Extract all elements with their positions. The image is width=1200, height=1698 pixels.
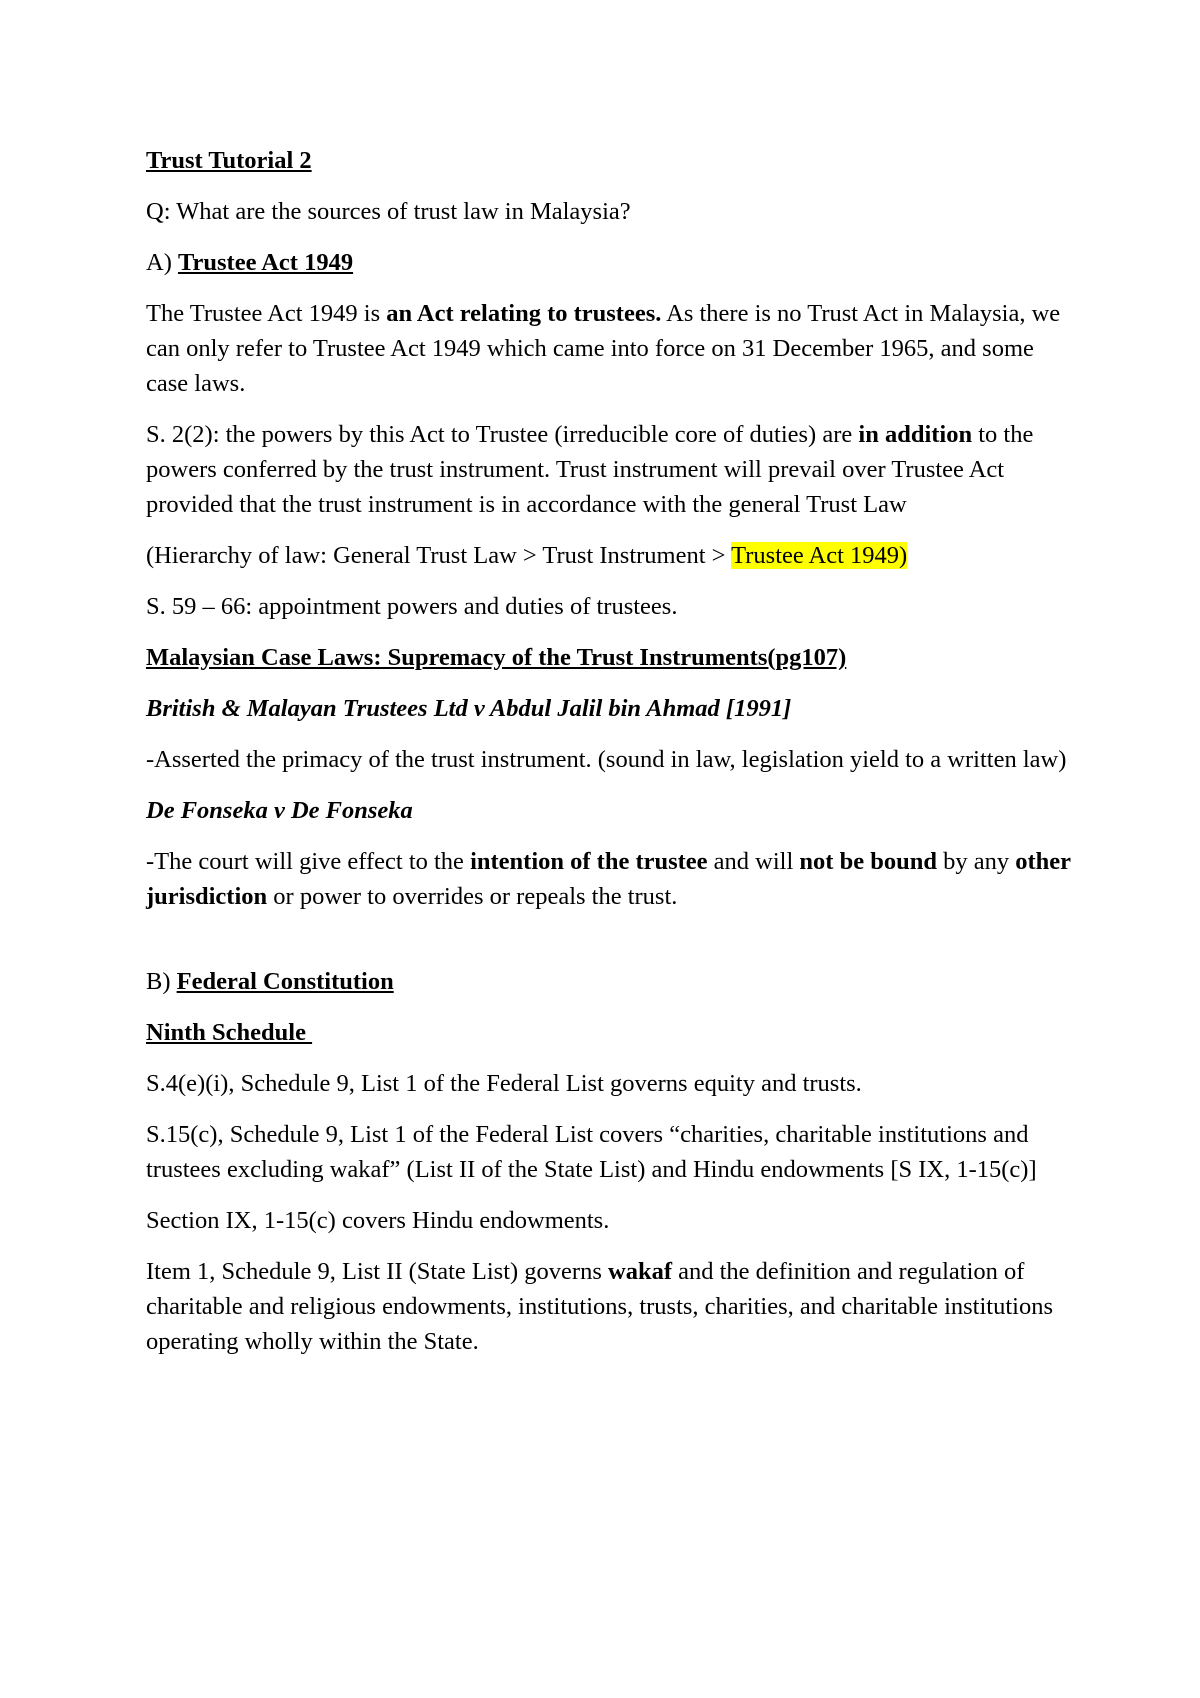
- section-2-2-paragraph: [146, 417, 1076, 522]
- section-ix-paragraph: Section IX, 1-15(c) covers Hindu endowments.: [146, 1207, 610, 1234]
- case-laws-heading: [146, 640, 1076, 675]
- case-laws-heading-text: Malaysian Case Laws: Supremacy of the Trust Instruments(pg107): [146, 644, 847, 671]
- para2-text-1: S. 2(2): the powers by this Act to Trustee (irreducible core of duties) are: [146, 421, 859, 448]
- case-1-name: [146, 691, 1076, 726]
- case2-text-4: or power to overrides or repeals the trust.: [267, 883, 678, 910]
- para1-bold-1: an Act relating to trustees.: [386, 300, 662, 327]
- case2-text-1: -The court will give effect to the: [146, 848, 471, 875]
- s4e-paragraph: S.4(e)(i), Schedule 9, List 1 of the Federal List governs equity and trusts.: [146, 1070, 862, 1097]
- hierarchy-paragraph: [146, 538, 1076, 573]
- trustee-act-paragraph: [146, 296, 1076, 401]
- case2-text-2: and will: [707, 848, 800, 875]
- section-a-heading: [146, 245, 1076, 280]
- title-text: Trust Tutorial 2: [146, 147, 312, 174]
- item1-bold-1: wakaf: [608, 1258, 672, 1285]
- s15c-paragraph: S.15(c), Schedule 9, List 1 of the Federal List covers “charities, charitable institutions and trustees excluding wakaf” (List II of the State List) and Hindu endowments [S IX, 1-15(c)]: [146, 1121, 1037, 1183]
- case-1-text: -Asserted the primacy of the trust instrument. (sound in law, legislation yield to a written law): [146, 746, 1067, 773]
- case-2-name: [146, 793, 1076, 828]
- case2-bold-1: intention of the trustee: [470, 848, 708, 875]
- section-b-prefix: B): [146, 968, 177, 995]
- ninth-schedule-heading: [146, 1015, 1076, 1050]
- para2-bold-1: in addition: [858, 421, 973, 448]
- section-b-title: Federal Constitution: [176, 968, 394, 995]
- item1-text-2: and the definition and regulation of charitable and religious endowments, institutions, trusts, charities, and charitable institutions operating wholly within the State.: [146, 1258, 1054, 1355]
- document-page: [146, 143, 1076, 1375]
- case-2-text: [146, 844, 1076, 914]
- section-b-heading: [146, 964, 1076, 999]
- document-title: [146, 143, 1076, 178]
- case2-text-3: by any: [936, 848, 1016, 875]
- question: Q: What are the sources of trust law in Malaysia?: [146, 198, 631, 225]
- para1-text-1: The Trustee Act 1949 is: [146, 300, 387, 327]
- hierarchy-highlight: Trustee Act 1949): [731, 542, 908, 569]
- para1-text-2: As there is no Trust Act in Malaysia, we can only refer to Trustee Act 1949 which came into force on 31 December 1965, and some case laws.: [146, 300, 1061, 397]
- ninth-schedule-text: Ninth Schedule: [146, 1019, 313, 1046]
- case-2-name-text: De Fonseka v De Fonseka: [146, 797, 413, 824]
- section-a-title: Trustee Act 1949: [177, 249, 354, 276]
- case-1-name-text: British & Malayan Trustees Ltd v Abdul Jalil bin Ahmad [1991]: [146, 695, 792, 722]
- section-a-prefix: A): [146, 249, 178, 276]
- para2-text-2: to the powers conferred by the trust instrument. Trust instrument will prevail over Trustee Act provided that the trust instrument is in accordance with the general Trust Law: [146, 421, 1034, 518]
- case2-bold-3: other jurisdiction: [146, 848, 1071, 910]
- item1-text-1: Item 1, Schedule 9, List II (State List) governs: [146, 1258, 608, 1285]
- case2-bold-2: not be bound: [799, 848, 937, 875]
- section-59-paragraph: S. 59 – 66: appointment powers and duties of trustees.: [146, 593, 678, 620]
- hierarchy-text: (Hierarchy of law: General Trust Law > Trust Instrument >: [146, 542, 732, 569]
- item-1-paragraph: [146, 1254, 1076, 1359]
